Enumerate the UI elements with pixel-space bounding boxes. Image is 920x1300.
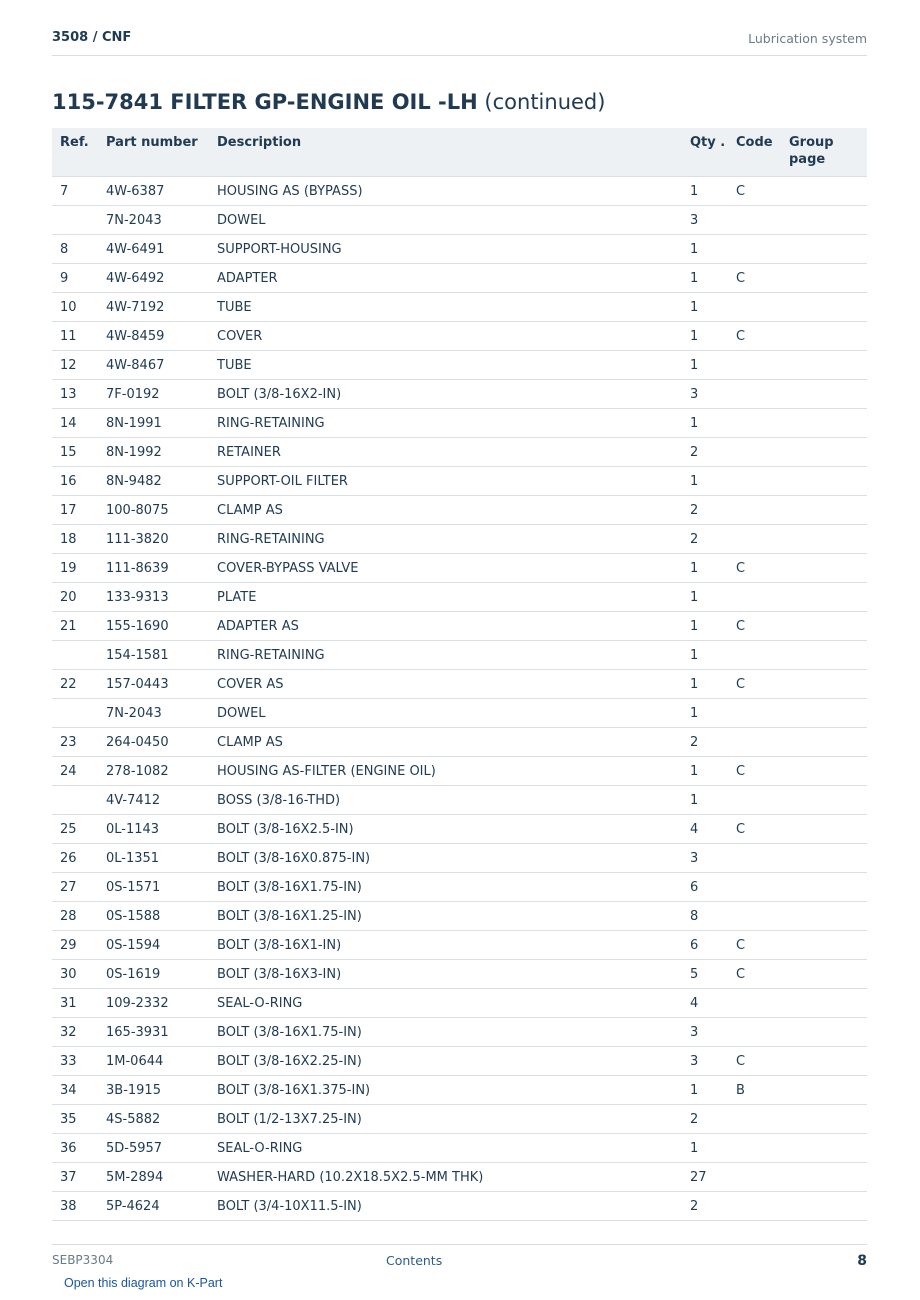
ref-cell: 7 [52, 177, 98, 206]
part-number-cell: 0S-1571 [98, 873, 209, 902]
ref-cell: 9 [52, 264, 98, 293]
table-row [52, 989, 867, 1018]
qty-cell: 1 [682, 351, 728, 380]
table-row [52, 438, 867, 467]
table-row [52, 554, 867, 583]
table-row [52, 525, 867, 554]
qty-cell: 1 [682, 177, 728, 206]
col-description: Description [209, 128, 682, 177]
description-cell: RING-RETAINING [209, 525, 682, 554]
ref-cell [52, 699, 98, 728]
ref-cell: 30 [52, 960, 98, 989]
part-number-cell: 4W-8467 [98, 351, 209, 380]
description-cell: DOWEL [209, 206, 682, 235]
part-number-cell: 4W-8459 [98, 322, 209, 351]
part-number-cell: 264-0450 [98, 728, 209, 757]
ref-cell: 14 [52, 409, 98, 438]
description-cell: BOLT (1/2-13X7.25-IN) [209, 1105, 682, 1134]
group-page-cell [781, 873, 867, 902]
table-row [52, 1018, 867, 1047]
description-cell: BOLT (3/4-10X11.5-IN) [209, 1192, 682, 1221]
description-cell: BOLT (3/8-16X1.375-IN) [209, 1076, 682, 1105]
part-number-cell: 8N-9482 [98, 467, 209, 496]
parts-table [52, 128, 867, 1221]
ref-cell: 31 [52, 989, 98, 1018]
qty-cell: 2 [682, 728, 728, 757]
group-page-cell [781, 177, 867, 206]
table-row [52, 322, 867, 351]
description-cell: BOLT (3/8-16X1-IN) [209, 931, 682, 960]
group-page-cell [781, 322, 867, 351]
part-number-cell: 165-3931 [98, 1018, 209, 1047]
description-cell: HOUSING AS-FILTER (ENGINE OIL) [209, 757, 682, 786]
qty-cell: 2 [682, 496, 728, 525]
qty-cell: 3 [682, 1018, 728, 1047]
group-page-cell [781, 409, 867, 438]
group-page-cell [781, 989, 867, 1018]
ref-cell: 18 [52, 525, 98, 554]
group-page-cell [781, 264, 867, 293]
model-label: 3508 / CNF [52, 30, 132, 45]
code-cell: C [728, 670, 781, 699]
part-number-cell: 7N-2043 [98, 699, 209, 728]
code-cell: C [728, 1047, 781, 1076]
table-row [52, 264, 867, 293]
ref-cell: 10 [52, 293, 98, 322]
code-cell: C [728, 757, 781, 786]
qty-cell: 6 [682, 931, 728, 960]
title-part: 115-7841 FILTER GP-ENGINE OIL -LH [52, 90, 478, 114]
qty-cell: 2 [682, 1105, 728, 1134]
ref-cell: 22 [52, 670, 98, 699]
code-cell: C [728, 264, 781, 293]
table-row [52, 206, 867, 235]
col-ref: Ref. [52, 128, 98, 177]
group-page-cell [781, 612, 867, 641]
group-page-cell [781, 815, 867, 844]
contents-link[interactable]: Contents [386, 1253, 443, 1268]
code-cell [728, 293, 781, 322]
qty-cell: 1 [682, 322, 728, 351]
table-row [52, 699, 867, 728]
ref-cell: 36 [52, 1134, 98, 1163]
group-page-cell [781, 293, 867, 322]
ref-cell: 8 [52, 235, 98, 264]
part-number-cell: 4W-6387 [98, 177, 209, 206]
part-number-cell: 100-8075 [98, 496, 209, 525]
description-cell: SUPPORT-OIL FILTER [209, 467, 682, 496]
description-cell: RING-RETAINING [209, 641, 682, 670]
code-cell [728, 1163, 781, 1192]
part-number-cell: 4W-7192 [98, 293, 209, 322]
qty-cell: 3 [682, 1047, 728, 1076]
description-cell: BOLT (3/8-16X1.75-IN) [209, 1018, 682, 1047]
code-cell [728, 1134, 781, 1163]
code-cell: C [728, 815, 781, 844]
code-cell [728, 844, 781, 873]
ref-cell: 17 [52, 496, 98, 525]
table-row [52, 293, 867, 322]
group-page-cell [781, 351, 867, 380]
group-page-cell [781, 525, 867, 554]
part-number-cell: 278-1082 [98, 757, 209, 786]
code-cell: C [728, 612, 781, 641]
qty-cell: 6 [682, 873, 728, 902]
qty-cell: 1 [682, 264, 728, 293]
code-cell [728, 583, 781, 612]
description-cell: SUPPORT-HOUSING [209, 235, 682, 264]
part-number-cell: 0S-1594 [98, 931, 209, 960]
group-page-cell [781, 902, 867, 931]
ref-cell: 13 [52, 380, 98, 409]
description-cell: COVER AS [209, 670, 682, 699]
qty-cell: 1 [682, 293, 728, 322]
ref-cell: 21 [52, 612, 98, 641]
qty-cell: 1 [682, 554, 728, 583]
table-row [52, 844, 867, 873]
table-row [52, 757, 867, 786]
ref-cell: 16 [52, 467, 98, 496]
ref-cell [52, 641, 98, 670]
group-page-cell [781, 496, 867, 525]
ref-cell: 12 [52, 351, 98, 380]
group-page-cell [781, 1192, 867, 1221]
col-qty: Qty . [682, 128, 728, 177]
group-page-cell [781, 583, 867, 612]
code-cell: C [728, 554, 781, 583]
col-code: Code [728, 128, 781, 177]
table-header-row [52, 128, 867, 177]
section-label: Lubrication system [748, 31, 867, 46]
part-number-cell: 109-2332 [98, 989, 209, 1018]
part-number-cell: 1M-0644 [98, 1047, 209, 1076]
qty-cell: 1 [682, 699, 728, 728]
qty-cell: 1 [682, 1134, 728, 1163]
document-number: SEBP3304 [52, 1253, 114, 1267]
table-row [52, 467, 867, 496]
part-number-cell: 5D-5957 [98, 1134, 209, 1163]
ref-cell: 37 [52, 1163, 98, 1192]
ref-cell: 29 [52, 931, 98, 960]
qty-cell: 1 [682, 583, 728, 612]
table-row [52, 670, 867, 699]
ref-cell: 24 [52, 757, 98, 786]
qty-cell: 3 [682, 844, 728, 873]
part-number-cell: 7N-2043 [98, 206, 209, 235]
code-cell: C [728, 960, 781, 989]
description-cell: BOLT (3/8-16X2-IN) [209, 380, 682, 409]
table-body [52, 177, 867, 1221]
qty-cell: 1 [682, 670, 728, 699]
part-number-cell: 111-8639 [98, 554, 209, 583]
description-cell: SEAL-O-RING [209, 989, 682, 1018]
table-row [52, 1134, 867, 1163]
table-row [52, 902, 867, 931]
table-row [52, 641, 867, 670]
code-cell [728, 786, 781, 815]
part-number-cell: 5P-4624 [98, 1192, 209, 1221]
table-row [52, 496, 867, 525]
description-cell: BOLT (3/8-16X1.25-IN) [209, 902, 682, 931]
code-cell [728, 873, 781, 902]
code-cell [728, 1192, 781, 1221]
qty-cell: 1 [682, 757, 728, 786]
qty-cell: 3 [682, 380, 728, 409]
description-cell: HOUSING AS (BYPASS) [209, 177, 682, 206]
part-number-cell: 0S-1588 [98, 902, 209, 931]
part-number-cell: 133-9313 [98, 583, 209, 612]
group-page-cell [781, 467, 867, 496]
group-page-cell [781, 1134, 867, 1163]
ref-cell: 27 [52, 873, 98, 902]
table-row [52, 177, 867, 206]
qty-cell: 2 [682, 1192, 728, 1221]
group-page-cell [781, 699, 867, 728]
group-page-cell [781, 1047, 867, 1076]
ref-cell: 15 [52, 438, 98, 467]
group-page-cell [781, 380, 867, 409]
ref-cell: 20 [52, 583, 98, 612]
part-number-cell: 0L-1143 [98, 815, 209, 844]
ref-cell: 23 [52, 728, 98, 757]
table-row [52, 1105, 867, 1134]
group-page-cell [781, 235, 867, 264]
description-cell: BOLT (3/8-16X0.875-IN) [209, 844, 682, 873]
description-cell: BOLT (3/8-16X2.25-IN) [209, 1047, 682, 1076]
group-page-cell [781, 844, 867, 873]
ref-cell: 35 [52, 1105, 98, 1134]
part-number-cell: 8N-1992 [98, 438, 209, 467]
table-row [52, 728, 867, 757]
qty-cell: 5 [682, 960, 728, 989]
qty-cell: 4 [682, 989, 728, 1018]
ref-cell: 11 [52, 322, 98, 351]
description-cell: WASHER-HARD (10.2X18.5X2.5-MM THK) [209, 1163, 682, 1192]
ref-cell [52, 206, 98, 235]
ref-cell: 38 [52, 1192, 98, 1221]
table-row [52, 1163, 867, 1192]
group-page-cell [781, 786, 867, 815]
part-number-cell: 5M-2894 [98, 1163, 209, 1192]
table-row [52, 612, 867, 641]
table-row [52, 409, 867, 438]
table-row [52, 1192, 867, 1221]
code-cell [728, 467, 781, 496]
group-page-cell [781, 960, 867, 989]
qty-cell: 1 [682, 1076, 728, 1105]
group-page-cell [781, 206, 867, 235]
group-page-cell [781, 670, 867, 699]
table-row [52, 583, 867, 612]
table-row [52, 931, 867, 960]
description-cell: COVER [209, 322, 682, 351]
qty-cell: 4 [682, 815, 728, 844]
description-cell: RING-RETAINING [209, 409, 682, 438]
code-cell [728, 728, 781, 757]
qty-cell: 3 [682, 206, 728, 235]
group-page-cell [781, 728, 867, 757]
description-cell: SEAL-O-RING [209, 1134, 682, 1163]
table-row [52, 351, 867, 380]
ref-cell: 25 [52, 815, 98, 844]
page-title [52, 90, 605, 114]
qty-cell: 1 [682, 235, 728, 264]
part-number-cell: 4V-7412 [98, 786, 209, 815]
qty-cell: 1 [682, 409, 728, 438]
description-cell: PLATE [209, 583, 682, 612]
description-cell: DOWEL [209, 699, 682, 728]
code-cell: B [728, 1076, 781, 1105]
ref-cell [52, 786, 98, 815]
group-page-cell [781, 931, 867, 960]
table-row [52, 380, 867, 409]
qty-cell: 8 [682, 902, 728, 931]
table-row [52, 1076, 867, 1105]
description-cell: RETAINER [209, 438, 682, 467]
description-cell: COVER-BYPASS VALVE [209, 554, 682, 583]
code-cell [728, 902, 781, 931]
title-suffix: (continued) [484, 90, 606, 114]
description-cell: CLAMP AS [209, 496, 682, 525]
col-group-page: Group page [781, 128, 867, 177]
part-number-cell: 4W-6492 [98, 264, 209, 293]
part-number-cell: 4S-5882 [98, 1105, 209, 1134]
qty-cell: 1 [682, 612, 728, 641]
qty-cell: 1 [682, 467, 728, 496]
code-cell [728, 235, 781, 264]
description-cell: ADAPTER AS [209, 612, 682, 641]
description-cell: BOLT (3/8-16X3-IN) [209, 960, 682, 989]
table-row [52, 1047, 867, 1076]
group-page-cell [781, 554, 867, 583]
part-number-cell: 0S-1619 [98, 960, 209, 989]
ref-cell: 28 [52, 902, 98, 931]
table-row [52, 873, 867, 902]
description-cell: CLAMP AS [209, 728, 682, 757]
ref-cell: 32 [52, 1018, 98, 1047]
code-cell [728, 206, 781, 235]
ref-cell: 34 [52, 1076, 98, 1105]
code-cell [728, 1018, 781, 1047]
qty-cell: 2 [682, 525, 728, 554]
group-page-cell [781, 757, 867, 786]
code-cell [728, 438, 781, 467]
table-row [52, 960, 867, 989]
table-row [52, 815, 867, 844]
page-number: 8 [857, 1253, 867, 1269]
qty-cell: 2 [682, 438, 728, 467]
qty-cell: 1 [682, 786, 728, 815]
code-cell [728, 1105, 781, 1134]
group-page-cell [781, 641, 867, 670]
qty-cell: 27 [682, 1163, 728, 1192]
description-cell: TUBE [209, 351, 682, 380]
part-number-cell: 0L-1351 [98, 844, 209, 873]
group-page-cell [781, 1018, 867, 1047]
group-page-cell [781, 1105, 867, 1134]
group-page-cell [781, 438, 867, 467]
qty-cell: 1 [682, 641, 728, 670]
part-number-cell: 157-0443 [98, 670, 209, 699]
ref-cell: 26 [52, 844, 98, 873]
code-cell: C [728, 322, 781, 351]
code-cell [728, 641, 781, 670]
part-number-cell: 154-1581 [98, 641, 209, 670]
code-cell [728, 525, 781, 554]
part-number-cell: 155-1690 [98, 612, 209, 641]
part-number-cell: 111-3820 [98, 525, 209, 554]
part-number-cell: 3B-1915 [98, 1076, 209, 1105]
ref-cell: 19 [52, 554, 98, 583]
part-number-cell: 7F-0192 [98, 380, 209, 409]
code-cell [728, 351, 781, 380]
description-cell: TUBE [209, 293, 682, 322]
code-cell [728, 989, 781, 1018]
description-cell: ADAPTER [209, 264, 682, 293]
description-cell: BOSS (3/8-16-THD) [209, 786, 682, 815]
code-cell [728, 380, 781, 409]
code-cell: C [728, 931, 781, 960]
ref-cell: 33 [52, 1047, 98, 1076]
code-cell [728, 496, 781, 525]
code-cell [728, 409, 781, 438]
group-page-cell [781, 1163, 867, 1192]
group-page-cell [781, 1076, 867, 1105]
table-row [52, 786, 867, 815]
col-part-number: Part number [98, 128, 209, 177]
description-cell: BOLT (3/8-16X1.75-IN) [209, 873, 682, 902]
table-row [52, 235, 867, 264]
code-cell: C [728, 177, 781, 206]
part-number-cell: 8N-1991 [98, 409, 209, 438]
page-header [52, 28, 867, 56]
kpart-link[interactable]: Open this diagram on K-Part [64, 1276, 223, 1290]
description-cell: BOLT (3/8-16X2.5-IN) [209, 815, 682, 844]
code-cell [728, 699, 781, 728]
part-number-cell: 4W-6491 [98, 235, 209, 264]
